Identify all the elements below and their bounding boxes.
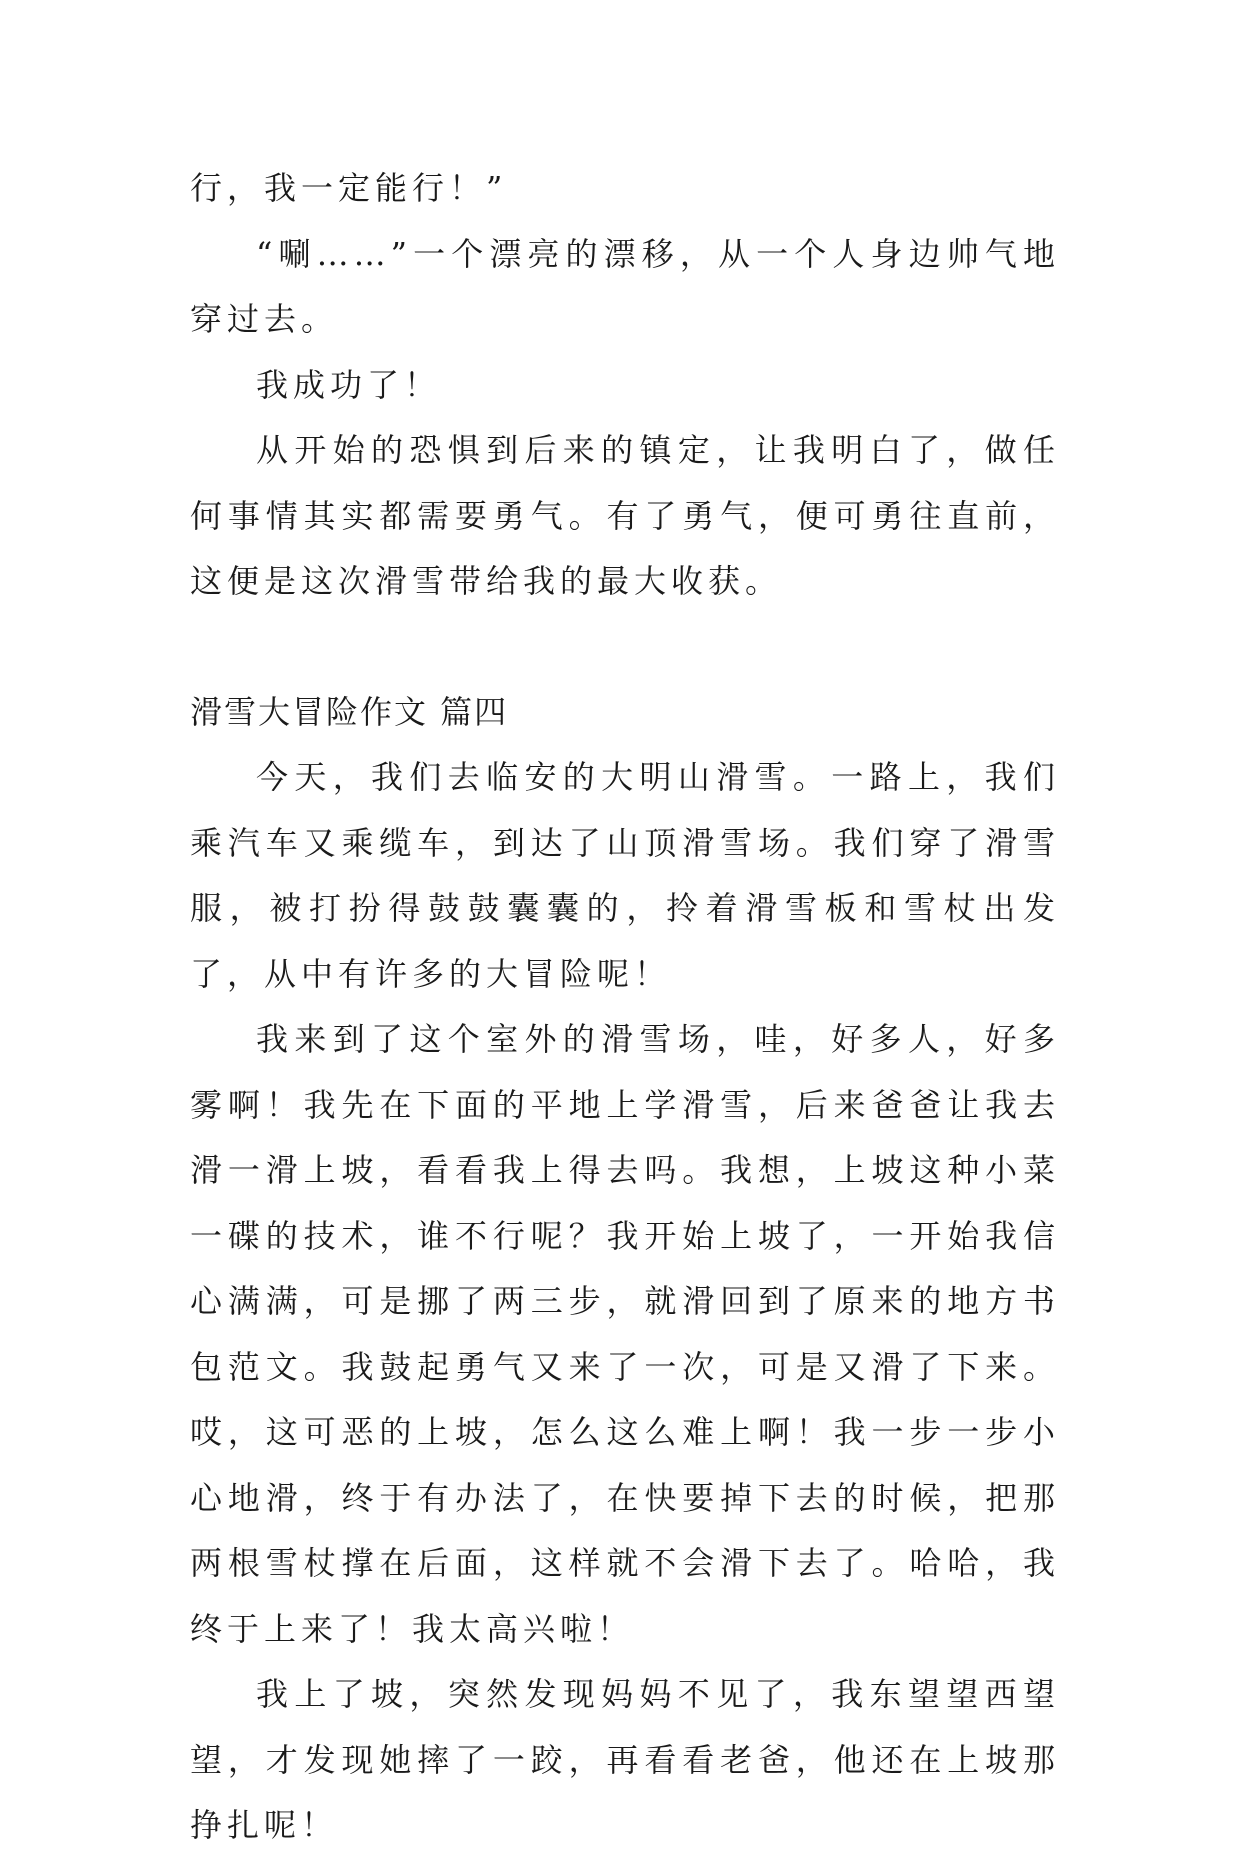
paragraph-conclusion: 从开始的恐惧到后来的镇定，让我明白了，做任何事情其实都需要勇气。有了勇气，便可勇往直前，这便是这次滑雪带给我的最大收获。 bbox=[190, 431, 1060, 600]
section-heading: 滑雪大冒险作文 篇四 bbox=[190, 692, 509, 731]
paragraph-slope: 我来到了这个室外的滑雪场，哇，好多人，好多雾啊！我先在下面的平地上学滑雪，后来爸爸让我去滑一滑上坡，看看我上得去吗。我想，上坡这种小菜一碟的技术，谁不行呢？我开始上坡了，一开始我信心满满，可是挪了两三步，就滑回到了原来的地方书包范文。我鼓起勇气又来了一次，可是又滑了下来。哎，这可恶的上坡，怎么这么难上啊！我一步一步小心地滑，终于有办法了，在快要掉下去的时候，把那两根雪杖撑在后面，这样就不会滑下去了。哈哈，我终于上来了！我太高兴啦！ bbox=[190, 1020, 1060, 1648]
paragraph-intro: 今天，我们去临安的大明山滑雪。一路上，我们乘汽车又乘缆车，到达了山顶滑雪场。我们穿了滑雪服，被打扮得鼓鼓囊囊的，拎着滑雪板和雪杖出发了，从中有许多的大冒险呢！ bbox=[190, 758, 1060, 993]
paragraph-drift: “唰……”一个漂亮的漂移，从一个人身边帅气地穿过去。 bbox=[190, 234, 1060, 338]
paragraph-continuation: 行，我一定能行！” bbox=[190, 169, 508, 207]
paragraph-success: 我成功了！ bbox=[256, 365, 442, 404]
document-body bbox=[190, 156, 1060, 1859]
paragraph-mom-fell: 我上了坡，突然发现妈妈不见了，我东望望西望望，才发现她摔了一跤，再看看老爸，他还在上坡那挣扎呢！ bbox=[190, 1675, 1060, 1844]
